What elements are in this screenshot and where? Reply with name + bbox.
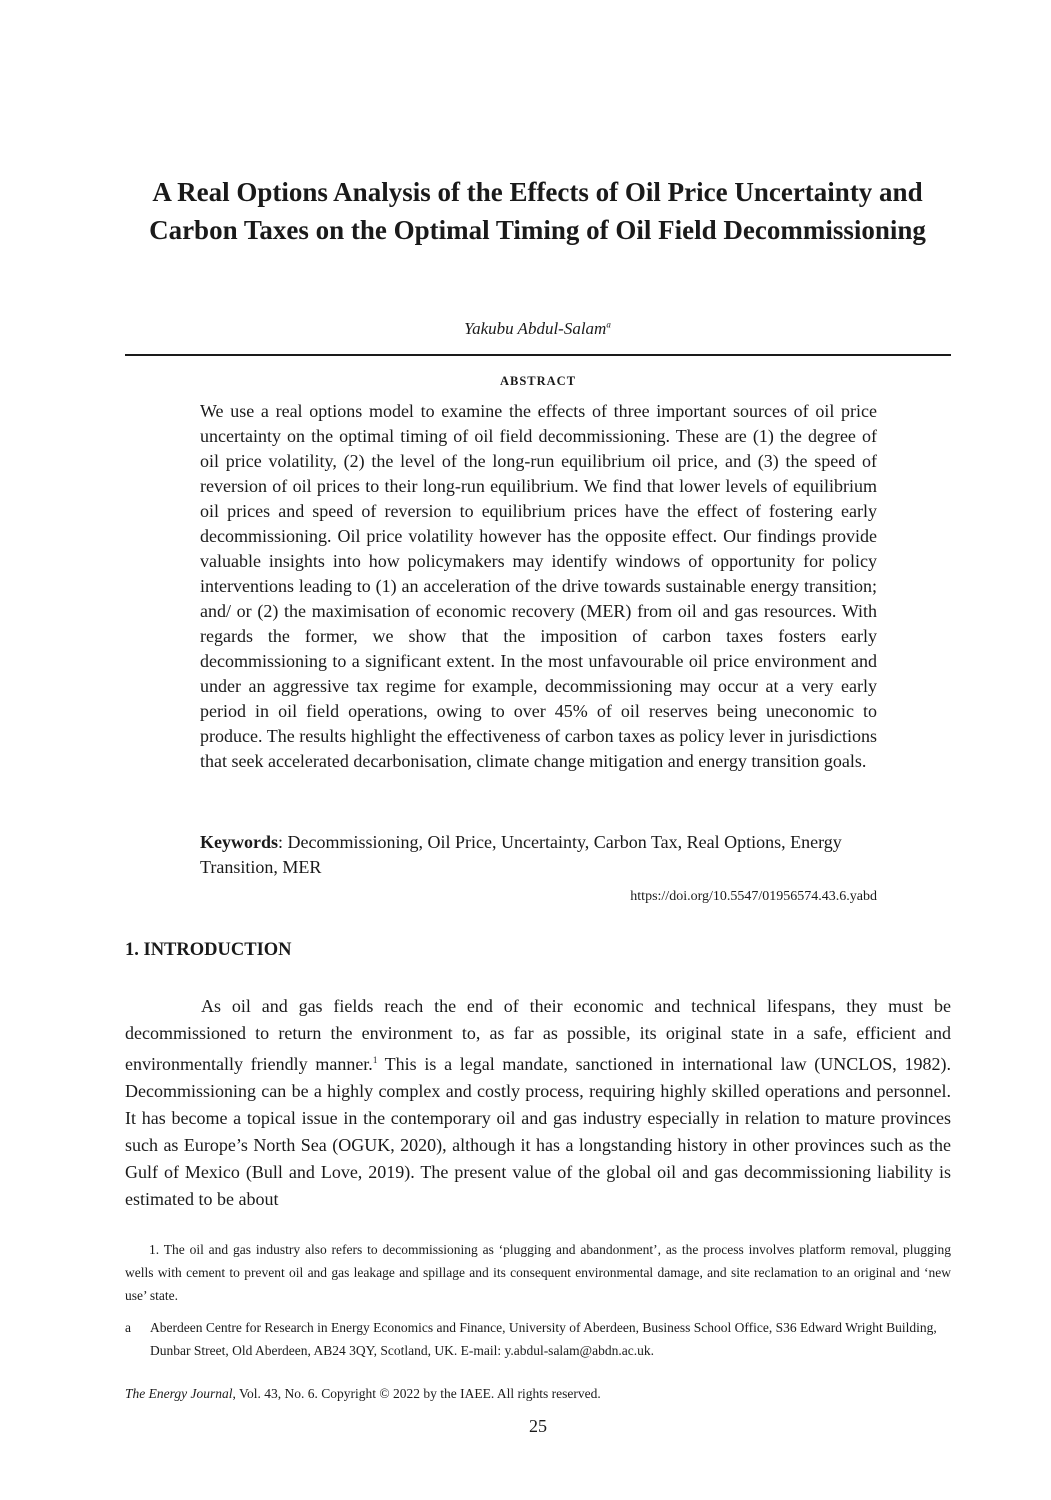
intro-text-part1: As oil and gas fields reach the end of their economic and technical lifespans, they must be decommissioned to return the environment to, as far as possible, its original state in a safe, efficient and environmentally friendly manner. bbox=[125, 996, 951, 1074]
abstract-text: We use a real options model to examine the effects of three important sources of oil price uncertainty on the optimal timing of oil field decommissioning. These are (1) the degree of oil price volatility, (2) the level of the long-run equilibrium oil price, and (3) the speed of reversion of oil prices to their long-run equilibrium. We find that lower levels of equilibrium oil prices and speed of reversion to equilibrium prices have the effect of fostering early decommissioning. Oil price volatility however has the opposite effect. Our findings provide valuable insights into how policymakers may identify windows of opportunity for policy interventions leading to (1) an acceleration of the drive towards sustainable energy transition; and/ or (2) the maximisation of economic recovery (MER) from oil and gas resources. With regards the former, we show that the imposition of carbon taxes fosters early decommissioning to a significant extent. In the most unfavourable oil price environment and under an aggressive tax regime for example, decommissioning may occur at a very early period in oil field operations, owing to over 45% of oil reserves being uneconomic to produce. The results highlight the effectiveness of carbon taxes as policy lever in jurisdictions that seek accelerated decarbonisation, climate change mitigation and energy transition goals. bbox=[200, 401, 877, 771]
journal-name: The Energy Journal bbox=[125, 1386, 233, 1401]
abstract-heading: ABSTRACT bbox=[499, 374, 577, 388]
affiliation-text: Aberdeen Centre for Research in Energy Economics and Finance, University of Aberdeen, Business School Office, S36 Edward Wright Building, Dunbar Street, Old Aberdeen, AB24 3QY, Scotland, UK. E-mail: y.abdul-salam@abdn.ac.uk. bbox=[150, 1320, 937, 1358]
author-line bbox=[120, 319, 955, 339]
author-name: Yakubu Abdul-Salam bbox=[464, 319, 607, 338]
section-heading-introduction: 1. INTRODUCTION bbox=[125, 940, 292, 960]
keywords-list: : Decommissioning, Oil Price, Uncertainty, Carbon Tax, Real Options, Energy Transition, MER bbox=[200, 832, 842, 877]
footnote-1: 1. The oil and gas industry also refers to decommissioning as ‘plugging and abandonment’, as the process involves platform removal, plugging wells with cement to prevent oil and gas leakage and spillage and its consequent environmental damage, and site reclamation to an original and ‘new use’ state. bbox=[125, 1242, 951, 1303]
intro-text-part2: This is a legal mandate, sanctioned in international law (UNCLOS, 1982). Decommissioning can be a highly complex and costly process, requiring highly skilled operations and personnel. It has become a topical issue in the contemporary oil and gas industry especially in relation to mature provinces such as Europe’s North Sea (OGUK, 2020), although it has a longstanding history in other provinces such as the Gulf of Mexico (Bull and Love, 2019). The present value of the global oil and gas decommissioning liability is estimated to be about bbox=[125, 1054, 951, 1209]
footnote-reference[interactable]: 1 bbox=[372, 1055, 378, 1065]
journal-details: , Vol. 43, No. 6. Copyright © 2022 by the IAEE. All rights reserved. bbox=[232, 1386, 601, 1401]
doi-link[interactable]: https://doi.org/10.5547/01956574.43.6.yabd bbox=[630, 889, 877, 904]
page-number: 25 bbox=[529, 1416, 547, 1436]
journal-citation bbox=[125, 1386, 601, 1402]
paper-title: A Real Options Analysis of the Effects of Oil Price Uncertainty and Carbon Taxes on the Optimal Timing of Oil Field Decommissioning bbox=[149, 177, 926, 245]
keywords bbox=[200, 830, 877, 880]
author-affiliation-mark: a bbox=[606, 319, 611, 330]
header-rule bbox=[125, 354, 951, 356]
keywords-label: Keywords bbox=[200, 832, 278, 852]
introduction-paragraph bbox=[125, 993, 951, 1213]
affiliation-note bbox=[125, 1316, 951, 1362]
affiliation-mark: a bbox=[125, 1320, 131, 1335]
